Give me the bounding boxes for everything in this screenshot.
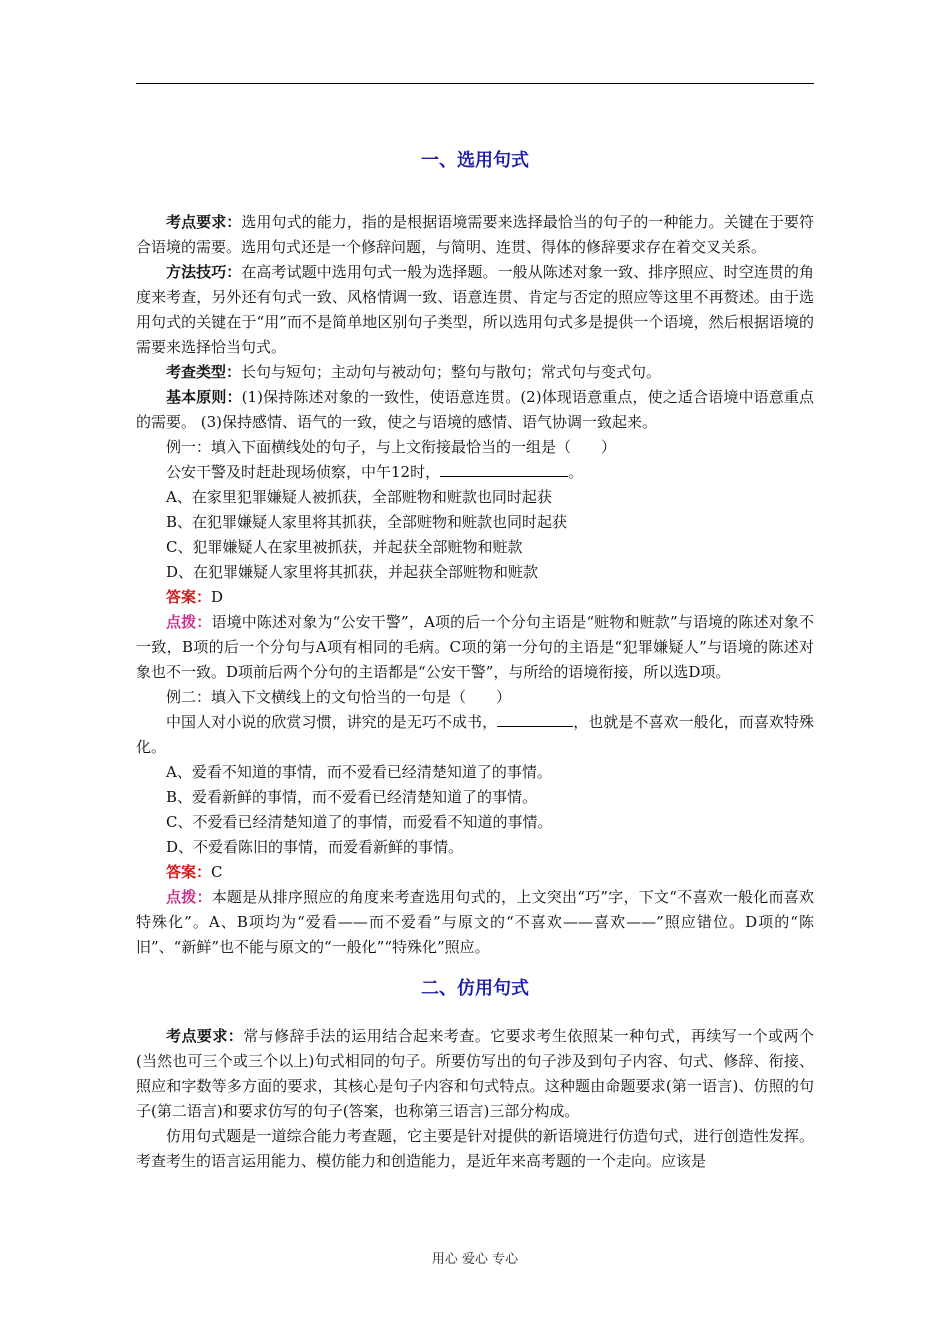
example1-question: 例一：填入下面横线处的句子，与上文衔接最恰当的一组是（ ）: [166, 438, 617, 456]
requirement-label: 考点要求：: [166, 213, 242, 231]
example2-option-d: D、不爱看陈旧的事情，而爱看新鲜的事情。: [166, 838, 464, 856]
example1-stem: 公安干警及时赶赴现场侦察，中午12时， 。: [166, 463, 584, 481]
example1-option-c: C、犯罪嫌疑人在家里被抓获，并起获全部赃物和赃款: [166, 538, 523, 556]
principle-label: 基本原则：: [166, 388, 242, 406]
method-text: 在高考试题中选用句式一般为选择题。一般从陈述对象一致、排序照应、时空连贯的角度来考查，另外还有句式一致、风格情调一致、语意连贯、肯定与否定的照应等这里不再赘述。由于选用句式的关键在于“用”而不是简单地区别句子类型，所以选用句式多是提供一个语境，然后根据语境的需要来选择恰当句式。: [136, 263, 814, 356]
type-label: 考查类型：: [166, 363, 242, 381]
example1-option-a: A、在家里犯罪嫌疑人被抓获，全部赃物和赃款也同时起获: [166, 488, 552, 506]
section2-paragraph: 仿用句式题是一道综合能力考查题，它主要是针对提供的新语境进行仿造句式，进行创造性发挥。考查考生的语言运用能力、模仿能力和创造能力，是近年来高考题的一个走向。应该是: [136, 1127, 814, 1170]
example2-option-c: C、不爱看已经清楚知道了的事情，而爱看不知道的事情。: [166, 813, 553, 831]
requirement-text: 选用句式的能力，指的是根据语境需要来选择最恰当的句子的一种能力。关键在于要符合语境的需要。选用句式还是一个修辞问题，与简明、连贯、得体的修辞要求存在着交叉关系。: [136, 213, 814, 256]
method-label: 方法技巧：: [166, 263, 242, 281]
requirement-paragraph: [136, 210, 814, 260]
example2-answer: 答案：C: [166, 863, 223, 881]
example1-option-d: D、在犯罪嫌疑人家里将其抓获，并起获全部赃物和赃款: [166, 563, 539, 581]
document-body: [136, 130, 814, 1174]
header-rule: [136, 83, 814, 84]
example2-option-b: B、爱看新鲜的事情，而不爱看已经清楚知道了的事情。: [166, 788, 538, 806]
example1-answer: 答案：D: [166, 588, 224, 606]
section2-requirement: 考点要求：常与修辞手法的运用结合起来考查。它要求考生依照某一种句式，再续写一个或两个(当然也可三个或三个以上)句式相同的句子。所要仿写出的句子涉及到句子内容、句式、修辞、衔接、照应和字数等多方面的要求，其核心是句子内容和句式特点。这种题由命题要求(第一语言)、仿照的句子(第二语言)和要求仿写的句子(答案，也称第三语言)三部分构成。: [136, 1027, 814, 1120]
example1-hint: 点拨：语境中陈述对象为“公安干警”，A项的后一个分句主语是“赃物和赃款”与语境的陈述对象不一致，B项的后一个分句与A项有相同的毛病。C项的第一分句的主语是“犯罪嫌疑人”与语境的陈述对象也不一致。D项前后两个分句的主语都是“公安干警”，与所给的语境衔接，所以选D项。: [136, 613, 814, 681]
type-text: 长句与短句；主动句与被动句；整句与散句；常式句与变式句。: [241, 363, 662, 381]
example2-option-a: A、爱看不知道的事情，而不爱看已经清楚知道了的事情。: [166, 763, 552, 781]
example1-option-b: B、在犯罪嫌疑人家里将其抓获，全部赃物和赃款也同时起获: [166, 513, 568, 531]
example1-blank: [440, 462, 568, 477]
method-paragraph: [136, 260, 814, 360]
section-title-2: 二、仿用句式: [421, 978, 529, 999]
example2-hint: 点拨：本题是从排序照应的角度来考查选用句式的，上文突出“巧”字，下文“不喜欢一般化而喜欢特殊化”。A、B项均为“爱看——而不爱看”与原文的“不喜欢——喜欢——”照应错位。D项的“陈旧”、“新鲜”也不能与原文的“一般化”“特殊化”照应。: [136, 888, 814, 956]
type-paragraph: [136, 360, 814, 385]
example2-blank: [497, 712, 573, 727]
principle-paragraph: [136, 385, 814, 435]
example2-question: 例二：填入下文横线上的文句恰当的一句是（ ）: [166, 688, 512, 706]
section-title-1: 一、选用句式: [421, 150, 529, 171]
page-footer: 用心 爱心 专心: [431, 1252, 519, 1267]
example2-stem: 中国人对小说的欣赏习惯，讲究的是无巧不成书， ，也就是不喜欢一般化，而喜欢特殊化。: [136, 713, 814, 756]
principle-text: (1)保持陈述对象的一致性，使语意连贯。(2)体现语意重点，使之适合语境中语意重点的需要。 (3)保持感情、语气的一致，使之与语境的感情、语气协调一致起来。: [136, 388, 814, 431]
